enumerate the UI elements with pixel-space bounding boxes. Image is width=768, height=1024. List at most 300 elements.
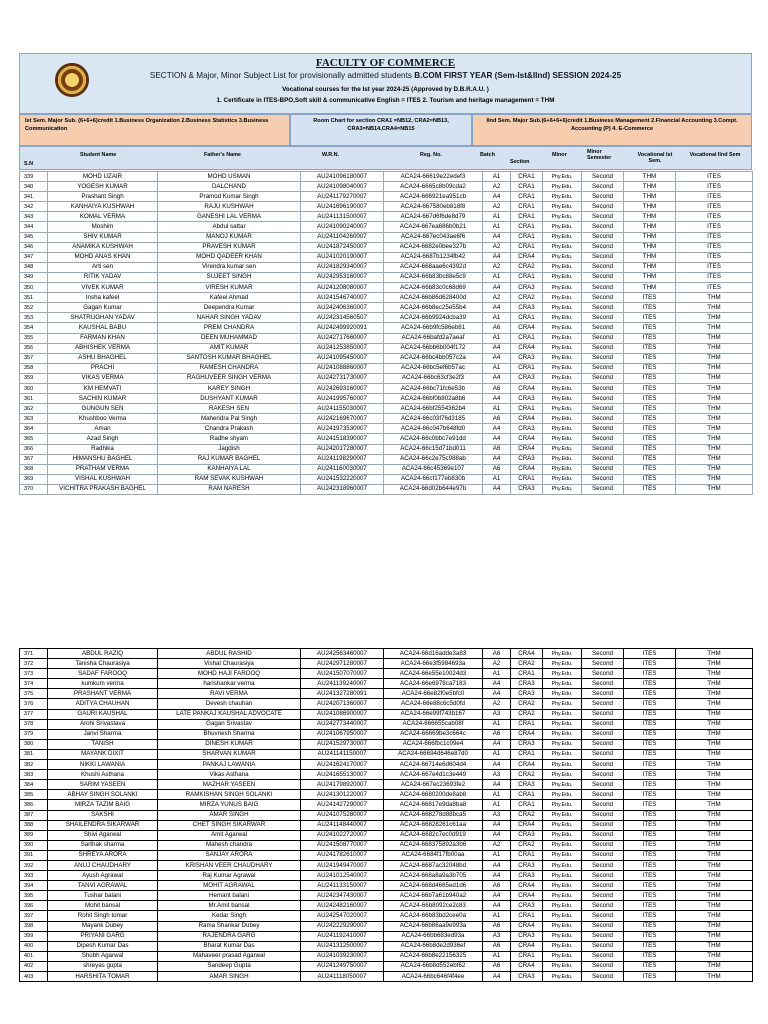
reg-no-cell: ACA24-66714e6d604d4 — [384, 760, 483, 770]
minor-semester-cell: Second — [582, 659, 624, 669]
minor-semester-cell: Second — [582, 709, 624, 719]
col-batch: Batch — [480, 152, 495, 158]
col-student-name: Student Name — [80, 152, 117, 158]
vocational-first-cell: ITES — [624, 709, 676, 719]
reg-no-cell: ACA24-66bc4bb057c2a — [384, 353, 483, 363]
batch-cell: A1 — [483, 313, 511, 323]
sn-cell: 391 — [20, 850, 48, 860]
batch-cell: A4 — [483, 252, 511, 262]
sn-cell: 374 — [20, 679, 48, 689]
vocational-first-cell: THM — [624, 272, 676, 282]
vocational-second-cell: THM — [676, 739, 753, 749]
sn-cell: 353 — [20, 313, 48, 323]
section-cell: CRA4 — [511, 444, 543, 454]
student-name-cell: Janvi Sharma — [48, 729, 158, 739]
table-row — [20, 363, 753, 373]
father-name-cell: RAJENDRA GARG — [158, 931, 301, 941]
wrn-cell: AU241301220007 — [301, 790, 384, 800]
minor-semester-cell: Second — [582, 333, 624, 343]
batch-cell: A2 — [483, 202, 511, 212]
father-name-cell: Vishal Chaurasiya — [158, 659, 301, 669]
reg-no-cell: ACA24-66828261c61aa — [384, 820, 483, 830]
vocational-first-cell: THM — [624, 202, 676, 212]
vocational-second-cell: THM — [676, 921, 753, 931]
section-cell: CRA3 — [511, 424, 543, 434]
batch-cell: A4 — [483, 232, 511, 242]
father-name-cell: Virendra kumar sen — [158, 262, 301, 272]
sn-cell: 344 — [20, 222, 48, 232]
father-name-cell: RAMKISHAN SINGH SOLANKI — [158, 790, 301, 800]
wrn-cell: AU241155030007 — [301, 404, 384, 414]
wrn-cell: AU241208080007 — [301, 283, 384, 293]
table-row — [20, 202, 753, 212]
minor-semester-cell: Second — [582, 951, 624, 961]
sn-cell: 366 — [20, 444, 48, 454]
vocational-second-cell: THM — [676, 871, 753, 881]
sn-cell: 375 — [20, 689, 48, 699]
reg-no-cell: ACA24-66b86aa9e993a — [384, 921, 483, 931]
minor-semester-cell: Second — [582, 373, 624, 383]
minor-cell: Phy.Edu. — [543, 454, 582, 464]
vocational-second-cell: THM — [676, 394, 753, 404]
col-reg-no: Reg. No. — [420, 152, 442, 158]
minor-semester-cell: Second — [582, 931, 624, 941]
father-name-cell: AMAR SINGH — [158, 972, 301, 982]
batch-cell: A1 — [483, 172, 511, 182]
minor-semester-cell: Second — [582, 454, 624, 464]
father-name-cell: CHET SINGH SIKARWAR — [158, 820, 301, 830]
student-name-cell: TANVI AGRAWAL — [48, 881, 158, 891]
table-row — [20, 444, 753, 454]
student-name-cell: ASHU BHAGHEL — [48, 353, 158, 363]
sn-cell: 397 — [20, 911, 48, 921]
table-row — [20, 881, 753, 891]
vocational-second-cell: THM — [676, 891, 753, 901]
student-name-cell: Khushi Asthana — [48, 770, 158, 780]
wrn-cell: AU241798920007 — [301, 780, 384, 790]
vocational-first-cell: ITES — [624, 850, 676, 860]
minor-semester-cell: Second — [582, 424, 624, 434]
batch-cell: A4 — [483, 373, 511, 383]
vocational-first-cell: ITES — [624, 891, 676, 901]
section-cell: CRA4 — [511, 383, 543, 393]
vocational-second-cell: THM — [676, 850, 753, 860]
wrn-cell: AU241148440007 — [301, 820, 384, 830]
student-name-cell: SHATRUGHAN YADAV — [48, 313, 158, 323]
table-row — [20, 679, 753, 689]
wrn-cell: AU241427290007 — [301, 800, 384, 810]
reg-no-cell: ACA24-66669be3c664c — [384, 729, 483, 739]
section-cell: CRA3 — [511, 283, 543, 293]
vocational-second-cell: ITES — [676, 202, 753, 212]
sn-cell: 388 — [20, 820, 48, 830]
reg-no-cell: ACA24-668278d88bca5 — [384, 810, 483, 820]
vocational-first-cell: ITES — [624, 333, 676, 343]
wrn-cell: AU242482160007 — [301, 901, 384, 911]
student-name-cell: ANAMIKA KUSHWAH — [48, 242, 158, 252]
vocational-first-cell: ITES — [624, 383, 676, 393]
father-name-cell: PRAVESH KUMAR — [158, 242, 301, 252]
vocational-first-cell: ITES — [624, 951, 676, 961]
col-section: Section — [510, 159, 530, 165]
minor-cell: Phy.Edu. — [543, 719, 582, 729]
batch-cell: A4 — [483, 679, 511, 689]
wrn-cell: AU242717660007 — [301, 333, 384, 343]
student-name-cell: Tushar balani — [48, 891, 158, 901]
minor-semester-cell: Second — [582, 414, 624, 424]
student-name-cell: PRATHAM VERMA — [48, 464, 158, 474]
section-cell: CRA4 — [511, 760, 543, 770]
vocational-second-cell: ITES — [676, 182, 753, 192]
batch-cell: A1 — [483, 951, 511, 961]
minor-semester-cell: Second — [582, 252, 624, 262]
col-vocational-second: Vocational IInd Sem — [689, 152, 741, 158]
table-row — [20, 474, 753, 484]
wrn-cell: AU241022720007 — [301, 830, 384, 840]
vocational-second-cell: THM — [676, 790, 753, 800]
minor-cell: Phy.Edu. — [543, 871, 582, 881]
sn-cell: 369 — [20, 474, 48, 484]
section-cell: CRA4 — [511, 414, 543, 424]
minor-semester-cell: Second — [582, 780, 624, 790]
table-row — [20, 454, 753, 464]
wrn-cell: AU241192410007 — [301, 931, 384, 941]
minor-cell: Phy.Edu. — [543, 830, 582, 840]
page-subtitle — [20, 71, 751, 80]
sn-cell: 381 — [20, 749, 48, 759]
minor-cell: Phy.Edu. — [543, 293, 582, 303]
section-cell: CRA1 — [511, 850, 543, 860]
vocational-first-cell: ITES — [624, 679, 676, 689]
vocational-second-cell: THM — [676, 484, 753, 494]
vocational-second-cell: THM — [676, 881, 753, 891]
sn-cell: 346 — [20, 242, 48, 252]
wrn-cell: AU241624170007 — [301, 760, 384, 770]
minor-semester-cell: Second — [582, 972, 624, 982]
vocational-first-cell: ITES — [624, 760, 676, 770]
table-row — [20, 424, 753, 434]
vocational-second-cell: ITES — [676, 242, 753, 252]
sn-cell: 398 — [20, 921, 48, 931]
sn-cell: 380 — [20, 739, 48, 749]
student-name-cell: VIKAS VERMA — [48, 373, 158, 383]
vocational-first-cell: ITES — [624, 749, 676, 759]
table-row — [20, 222, 753, 232]
wrn-cell: AU241508770007 — [301, 840, 384, 850]
table-row — [20, 649, 753, 659]
vocational-first-cell: ITES — [624, 729, 676, 739]
minor-cell: Phy.Edu. — [543, 689, 582, 699]
vocational-first-cell: ITES — [624, 931, 676, 941]
minor-cell: Phy.Edu. — [543, 770, 582, 780]
vocational-second-cell: THM — [676, 709, 753, 719]
minor-cell: Phy.Edu. — [543, 242, 582, 252]
reg-no-cell: ACA24-66d02b644e97b — [384, 484, 483, 494]
student-name-cell: MAYANK DIXIT — [48, 749, 158, 759]
reg-no-cell: ACA24-66bc71fc6e53b — [384, 383, 483, 393]
reg-no-cell: ACA24-666921ea951cb — [384, 192, 483, 202]
reg-no-cell: ACA24-66bf0b802a8b6 — [384, 394, 483, 404]
sn-cell: 360 — [20, 383, 48, 393]
reg-no-cell: ACA24-66b83bd2cee0a — [384, 911, 483, 921]
sn-cell: 390 — [20, 840, 48, 850]
father-name-cell: AMIT KUMAR — [158, 343, 301, 353]
vocational-first-cell: ITES — [624, 699, 676, 709]
reg-no-cell: ACA24-66bf2554362b4 — [384, 404, 483, 414]
sn-cell: 399 — [20, 931, 48, 941]
vocational-first-cell: ITES — [624, 790, 676, 800]
table-row — [20, 689, 753, 699]
table-row — [20, 669, 753, 679]
vocational-second-cell: THM — [676, 679, 753, 689]
table-row — [20, 464, 753, 474]
reg-no-cell: ACA24-66b9fc586eb81 — [384, 323, 483, 333]
father-name-cell: DINESH KUMAR — [158, 739, 301, 749]
minor-cell: Phy.Edu. — [543, 911, 582, 921]
table-row — [20, 313, 753, 323]
table-row — [20, 749, 753, 759]
sn-cell: 372 — [20, 659, 48, 669]
wrn-cell: AU241327280091 — [301, 689, 384, 699]
father-name-cell: Abdul sattar — [158, 222, 301, 232]
student-name-cell: Radhika — [48, 444, 158, 454]
table-row — [20, 182, 753, 192]
father-name-cell: RAVI VERMA — [158, 689, 301, 699]
sn-cell: 339 — [20, 172, 48, 182]
batch-cell: A6 — [483, 444, 511, 454]
table-row — [20, 871, 753, 881]
reg-no-cell: ACA24-66b9924dcba39 — [384, 313, 483, 323]
reg-no-cell: ACA24-66d16adde3a83 — [384, 649, 483, 659]
minor-cell: Phy.Edu. — [543, 659, 582, 669]
student-name-cell: SHREYA ARORA — [48, 850, 158, 860]
vocational-first-cell: THM — [624, 252, 676, 262]
father-name-cell: KRISHAN VEER CHAUDHARY — [158, 860, 301, 870]
vocational-first-cell: ITES — [624, 780, 676, 790]
student-name-cell: Aman — [48, 424, 158, 434]
sn-cell: 370 — [20, 484, 48, 494]
student-name-cell: Gagan Kumar — [48, 303, 158, 313]
sn-cell: 340 — [20, 182, 48, 192]
minor-semester-cell: Second — [582, 202, 624, 212]
sn-cell: 401 — [20, 951, 48, 961]
wrn-cell: AU241141150007 — [301, 749, 384, 759]
section-cell: CRA1 — [511, 474, 543, 484]
sn-cell: 352 — [20, 303, 48, 313]
minor-cell: Phy.Edu. — [543, 222, 582, 232]
wrn-cell: AU241088860007 — [301, 363, 384, 373]
wrn-cell: AU241179270007 — [301, 192, 384, 202]
section-cell: CRA1 — [511, 363, 543, 373]
vocational-first-cell: ITES — [624, 303, 676, 313]
vocational-first-cell: ITES — [624, 800, 676, 810]
vocational-second-cell: ITES — [676, 212, 753, 222]
vocational-second-cell: ITES — [676, 272, 753, 282]
section-cell: CRA4 — [511, 252, 543, 262]
sn-cell: 379 — [20, 729, 48, 739]
father-name-cell: MOHIT AGRAWAL — [158, 881, 301, 891]
batch-cell: A6 — [483, 961, 511, 971]
table-row — [20, 760, 753, 770]
minor-semester-cell: Second — [582, 860, 624, 870]
student-name-cell: Khushboo Verma — [48, 414, 158, 424]
batch-cell: A4 — [483, 901, 511, 911]
subtitle-session: B.COM FIRST YEAR (Sem-Ist&IInd) SESSION 2024-25 — [414, 71, 622, 80]
section-cell: CRA3 — [511, 780, 543, 790]
wrn-cell: AU241139240007 — [301, 679, 384, 689]
minor-cell: Phy.Edu. — [543, 434, 582, 444]
vocational-second-cell: THM — [676, 293, 753, 303]
table-row — [20, 303, 753, 313]
reg-no-cell: ACA24-6684f17fb00aa — [384, 850, 483, 860]
vocational-first-cell: ITES — [624, 881, 676, 891]
minor-semester-cell: Second — [582, 679, 624, 689]
student-name-cell: FARMAN KHAN — [48, 333, 158, 343]
sn-cell: 387 — [20, 810, 48, 820]
student-table-top — [19, 171, 753, 495]
student-table-bottom — [19, 648, 753, 982]
sn-cell: 400 — [20, 941, 48, 951]
minor-semester-cell: Second — [582, 323, 624, 333]
father-name-cell: Chandra Prakash — [158, 424, 301, 434]
reg-no-cell: ACA24-667e4d1c3e449 — [384, 770, 483, 780]
reg-no-cell: ACA24-6682c7ec0d919 — [384, 830, 483, 840]
student-name-cell: SHAILENDRA SIKARWAR — [48, 820, 158, 830]
minor-cell: Phy.Edu. — [543, 881, 582, 891]
wrn-cell: AU242229290007 — [301, 921, 384, 931]
minor-semester-cell: Second — [582, 383, 624, 393]
batch-cell: A4 — [483, 739, 511, 749]
vocational-second-cell: THM — [676, 434, 753, 444]
minor-semester-cell: Second — [582, 669, 624, 679]
vocational-second-cell: THM — [676, 353, 753, 363]
reg-no-cell: ACA24-66c03f76d3185 — [384, 414, 483, 424]
student-name-cell: Azad Singh — [48, 434, 158, 444]
section-cell: CRA1 — [511, 192, 543, 202]
minor-semester-cell: Second — [582, 394, 624, 404]
subtitle-text: SECTION & Major, Minor Subject List for provisionally admitted students — [149, 71, 412, 80]
minor-semester-cell: Second — [582, 840, 624, 850]
batch-cell: A4 — [483, 283, 511, 293]
father-name-cell: Mahesh chandra — [158, 840, 301, 850]
table-row — [20, 434, 753, 444]
sn-cell: 351 — [20, 293, 48, 303]
table-row — [20, 739, 753, 749]
reg-no-cell: ACA24-66817e9da8ba8 — [384, 800, 483, 810]
section-cell: CRA4 — [511, 729, 543, 739]
table-row — [20, 901, 753, 911]
table-row — [20, 383, 753, 393]
vocational-second-cell: THM — [676, 780, 753, 790]
student-name-cell: SAKSHI — [48, 810, 158, 820]
student-name-cell: PRACHI — [48, 363, 158, 373]
wrn-cell: AU241829340007 — [301, 262, 384, 272]
section-cell: CRA1 — [511, 222, 543, 232]
vocational-first-cell: ITES — [624, 444, 676, 454]
minor-cell: Phy.Edu. — [543, 474, 582, 484]
minor-cell: Phy.Edu. — [543, 739, 582, 749]
father-name-cell: PANKAJ LAWANIA — [158, 760, 301, 770]
minor-cell: Phy.Edu. — [543, 414, 582, 424]
batch-cell: A4 — [483, 780, 511, 790]
sn-cell: 363 — [20, 414, 48, 424]
vocational-first-cell: ITES — [624, 921, 676, 931]
reg-no-cell: ACA24-66c15d71bd011 — [384, 444, 483, 454]
minor-semester-cell: Second — [582, 363, 624, 373]
vocational-first-cell: THM — [624, 182, 676, 192]
batch-cell: A1 — [483, 669, 511, 679]
vocational-first-cell: ITES — [624, 840, 676, 850]
section-cell: CRA2 — [511, 659, 543, 669]
section-cell: CRA3 — [511, 739, 543, 749]
section-cell: CRA3 — [511, 353, 543, 363]
minor-cell: Phy.Edu. — [543, 394, 582, 404]
sn-cell: 356 — [20, 343, 48, 353]
minor-cell: Phy.Edu. — [543, 961, 582, 971]
student-name-cell: GUNGUN SEN — [48, 404, 158, 414]
minor-cell: Phy.Edu. — [543, 951, 582, 961]
minor-cell: Phy.Edu. — [543, 840, 582, 850]
student-name-cell: ABHISHEK VERMA — [48, 343, 158, 353]
minor-cell: Phy.Edu. — [543, 891, 582, 901]
student-name-cell: Moshim — [48, 222, 158, 232]
column-header-row — [19, 146, 752, 170]
sn-cell: 378 — [20, 719, 48, 729]
sn-cell: 385 — [20, 790, 48, 800]
minor-cell: Phy.Edu. — [543, 182, 582, 192]
minor-cell: Phy.Edu. — [543, 749, 582, 759]
student-name-cell: SACHIN KUMAR — [48, 394, 158, 404]
father-name-cell: Pramod Kumar Singh — [158, 192, 301, 202]
batch-cell: A1 — [483, 474, 511, 484]
vocational-first-cell: ITES — [624, 871, 676, 881]
batch-cell: A2 — [483, 293, 511, 303]
reg-no-cell: ACA24-66e88c6c5d0fd — [384, 699, 483, 709]
student-name-cell: KANHAIYA KUSHWAH — [48, 202, 158, 212]
wrn-cell: AU241133150007 — [301, 881, 384, 891]
table-row — [20, 850, 753, 860]
reg-no-cell: ACA24-66c45369e107 — [384, 464, 483, 474]
vocational-second-cell: THM — [676, 820, 753, 830]
wrn-cell: AU242731730007 — [301, 373, 384, 383]
student-name-cell: MOHD UZAIR — [48, 172, 158, 182]
vocational-first-cell: ITES — [624, 394, 676, 404]
vocational-second-cell: ITES — [676, 192, 753, 202]
sn-cell: 368 — [20, 464, 48, 474]
vocational-second-cell: ITES — [676, 283, 753, 293]
father-name-cell: Bharat Kumar Das — [158, 941, 301, 951]
section-cell: CRA1 — [511, 313, 543, 323]
second-sem-major-info: IInd Sem. Major Sub.(6+6+6+6)credit 1.Business Management 2.Financial Accounting 3.Compt. Accounting (P) 4. E-Commerce — [472, 114, 752, 146]
father-name-cell: RAJU KUSHWAH — [158, 202, 301, 212]
section-cell: CRA3 — [511, 484, 543, 494]
minor-semester-cell: Second — [582, 272, 624, 282]
section-cell: CRA1 — [511, 202, 543, 212]
student-name-cell: Dipesh Kumar Das — [48, 941, 158, 951]
student-name-cell: Ayush Agrawal — [48, 871, 158, 881]
vocational-second-cell: THM — [676, 770, 753, 780]
section-cell: CRA4 — [511, 941, 543, 951]
batch-cell: A4 — [483, 192, 511, 202]
vocational-second-cell: THM — [676, 719, 753, 729]
table-row — [20, 252, 753, 262]
vocational-first-cell: THM — [624, 172, 676, 182]
father-name-cell: RAJ KUMAR BAGHEL — [158, 454, 301, 464]
minor-semester-cell: Second — [582, 283, 624, 293]
wrn-cell: AU241160030007 — [301, 464, 384, 474]
section-cell: CRA4 — [511, 961, 543, 971]
reg-no-cell: ACA24-667ea686b0b21 — [384, 222, 483, 232]
